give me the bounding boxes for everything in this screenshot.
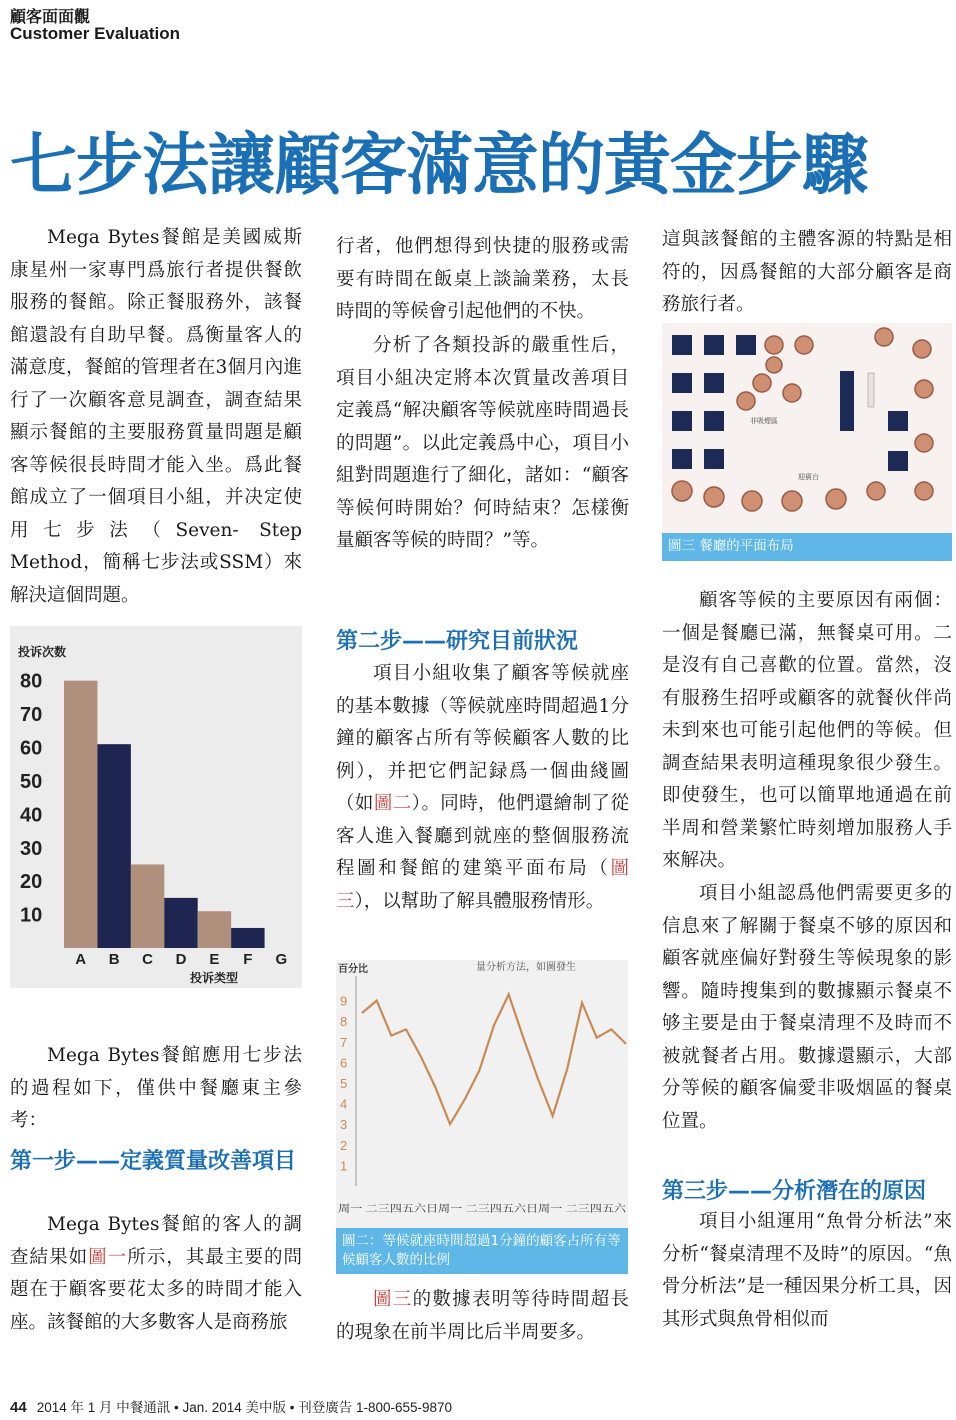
nonsmoking-label: 非吸煙區	[750, 418, 778, 425]
square-table	[704, 335, 724, 355]
method-intro-paragraph: Mega Bytes餐館應用七步法的過程如下，僅供中餐廳東主參考：	[10, 1045, 302, 1131]
figure3-reference-2: 圖三	[373, 1289, 413, 1310]
bar-D	[164, 898, 197, 948]
x-tick-label: F	[243, 951, 253, 968]
article-title: 七步法讓顧客滿意的黃金步驟	[10, 125, 868, 204]
page-number: 44	[10, 1399, 27, 1416]
figure2-reference: 圖二	[373, 793, 412, 814]
y-tick-label: 40	[20, 804, 43, 827]
x-tick-label: D	[175, 951, 187, 968]
round-table	[765, 336, 783, 354]
x-tick-label: E	[209, 951, 220, 968]
y-tick-label: 80	[20, 670, 43, 693]
round-table	[913, 340, 931, 358]
figure1-reference: 圖一	[88, 1246, 128, 1268]
y-tick-label: 9	[340, 993, 348, 1009]
step2-paragraph: 項目小組收集了顧客等候就座的基本數據（等候就座時間超過1分鐘的顧客占所有等候顧客人數的比例），并把它們記録爲一個曲綫圖（如圖二）。同時，他們還繪制了從客人進入餐廳到就座的整個服務流程圖和餐館的建築平面布局（圖三），以幫助了解具體服務情形。	[336, 663, 629, 912]
y-tick-label: 2	[340, 1137, 348, 1153]
y-tick-label: 70	[20, 704, 43, 727]
y-tick-label: 3	[340, 1117, 348, 1133]
y-tick-label: 60	[20, 737, 43, 760]
reception-label: 迎賓台	[798, 474, 819, 481]
y-tick-label: 30	[20, 837, 43, 860]
step1-paragraph: Mega Bytes餐館的客人的調查結果如圖一所示，其最主要的問題在于顧客要花太多的時間才能入座。該餐館的大多數客人是商務旅	[10, 1214, 302, 1333]
floor-plan-svg	[662, 323, 952, 533]
bar-E	[198, 911, 231, 948]
square-table	[672, 411, 692, 431]
square-table	[704, 373, 724, 393]
col2-paragraph-2: 分析了各類投訴的嚴重性后，項目小組决定將本次質量改善項目定義爲“解决顧客等候就座時間過長的問題”。以此定義爲中心，項目小組對問題進行了細化，諸如：“顧客等候何時開始？何時結束？怎樣衡量顧客等候的時間？”等。	[336, 335, 629, 551]
bar-chart-svg	[10, 626, 302, 988]
round-table	[753, 374, 771, 392]
side-counter	[868, 373, 874, 407]
col3-paragraph-3: 項目小組認爲他們需要更多的信息來了解關于餐桌不够的原因和顧客就座偏好對發生等候現象的影響。隨時搜集到的數據顯示餐桌不够主要是由于餐桌清理不及時而不被就餐者占用。數據還顯示，大部分等候的顧客偏愛非吸烟區的餐桌位置。	[662, 883, 952, 1132]
square-table	[672, 449, 692, 469]
buffet-counter	[840, 371, 854, 431]
y-tick-label: 10	[20, 904, 43, 927]
round-table	[766, 357, 782, 373]
intro-paragraph: Mega Bytes餐館是美國威斯康星州一家專門爲旅行者提供餐飲服務的餐館。除正餐服務外，該餐館還設有自助早餐。爲衡量客人的滿意度，餐館的管理者在3個月內進行了一次顧客意見調查，調查結果顯示餐館的主要服務質量問題是顧客等候很長時間才能入坐。爲此餐館成立了一個項目小組，并决定使用七步法（Seven- Step Method，簡稱七步法或SSM）來解決這個問題。	[10, 227, 302, 606]
square-table	[672, 335, 692, 355]
footer-text: 2014 年 1 月 中餐通訊 • Jan. 2014 美中版 • 刊登廣告 1-800-655-9870	[36, 1400, 453, 1415]
y-tick-label: 6	[340, 1055, 348, 1071]
round-table	[915, 482, 933, 500]
figure3-reference: 圖三	[336, 858, 629, 912]
figure-2-caption: 圖二：等候就座時間超過1分鐘的顧客占所有等候顧客人數的比例	[336, 1228, 628, 1274]
y-tick-label: 50	[20, 770, 43, 793]
step2-heading: 第二步——研究目前狀況	[336, 629, 579, 654]
round-table	[704, 487, 724, 507]
square-table	[672, 373, 692, 393]
col2-paragraph-1: 行者，他們想得到快捷的服務或需要有時間在飯桌上談論業務，太長時間的等候會引起他們的不快。	[336, 236, 629, 322]
round-table	[782, 491, 802, 511]
round-table	[826, 489, 846, 509]
bar-A	[64, 681, 97, 948]
round-table	[915, 380, 933, 398]
round-table	[915, 434, 933, 452]
top-text-fragment: 量分析方法，如圖發生	[476, 962, 576, 973]
col3-paragraph-2: 顧客等候的主要原因有兩個：一個是餐廳已滿，無餐桌可用。二是沒有自己喜歡的位置。當然，沒有服務生招呼或顧客的就餐伙伴尚未到來也可能引起他們的等候。但調查結果表明這種現象很少發生。即使發生，也可以簡單地通過在前半周和營業繁忙時刻增加服務人手來解决。	[662, 590, 952, 871]
section-label-en: Customer Evaluation	[10, 24, 181, 43]
x-tick-label: C	[142, 951, 153, 968]
figure-3-floor-plan	[662, 323, 952, 533]
round-table	[795, 336, 813, 354]
x-axis-day-labels: 周一 二三四五六日周一 二三四五六日周一 二三四五六	[338, 1204, 577, 1215]
x-tick-label: G	[275, 951, 288, 968]
y-axis-label: 投诉次数	[18, 645, 67, 659]
bar-F	[231, 928, 264, 948]
step1-heading: 第一步——定義質量改善項目	[10, 1149, 297, 1174]
square-table	[736, 335, 756, 355]
y-tick-label: 5	[340, 1076, 348, 1091]
y-tick-label: 8	[340, 1014, 348, 1030]
round-table	[742, 491, 762, 511]
x-tick-label: B	[108, 951, 120, 968]
col2-paragraph-4: 圖三的數據表明等待時間超長的現象在前半周比后半周要多。	[336, 1289, 629, 1343]
y-axis-label: 百分比	[338, 964, 368, 975]
y-tick-label: 1	[340, 1158, 348, 1174]
round-table	[783, 384, 801, 402]
square-table	[704, 411, 724, 431]
round-table	[875, 328, 893, 346]
waiting-ratio-line	[362, 994, 626, 1124]
round-table	[672, 481, 692, 501]
round-table	[737, 392, 755, 410]
step3-heading: 第三步——分析潛在的原因	[662, 1179, 927, 1204]
page-footer	[10, 1396, 452, 1416]
x-axis-label: 投诉类型	[190, 971, 239, 985]
round-table	[867, 482, 885, 500]
line-chart-svg	[336, 960, 628, 1228]
square-table	[888, 451, 908, 471]
section-label-zh: 顧客面面觀	[10, 7, 91, 26]
y-tick-label: 7	[340, 1034, 348, 1050]
bar-C	[131, 864, 164, 948]
x-tick-label: A	[75, 951, 87, 968]
figure-1-bar-chart	[10, 626, 302, 988]
figure-2-line-chart	[336, 960, 628, 1228]
figure-3-caption: 圖三 餐廳的平面布局	[662, 533, 952, 561]
y-tick-label: 20	[20, 871, 43, 894]
bar-B	[97, 744, 130, 948]
square-table	[888, 411, 908, 431]
y-tick-label: 4	[340, 1096, 348, 1112]
col3-paragraph-1: 這與該餐館的主體客源的特點是相符的，因爲餐館的大部分顧客是商務旅行者。	[662, 229, 952, 315]
step3-paragraph: 項目小組運用“魚骨分析法”來分析“餐桌清理不及時”的原因。“魚骨分析法”是一種因果分析工具，因其形式與魚骨相似而	[662, 1211, 952, 1330]
square-table	[704, 449, 724, 469]
